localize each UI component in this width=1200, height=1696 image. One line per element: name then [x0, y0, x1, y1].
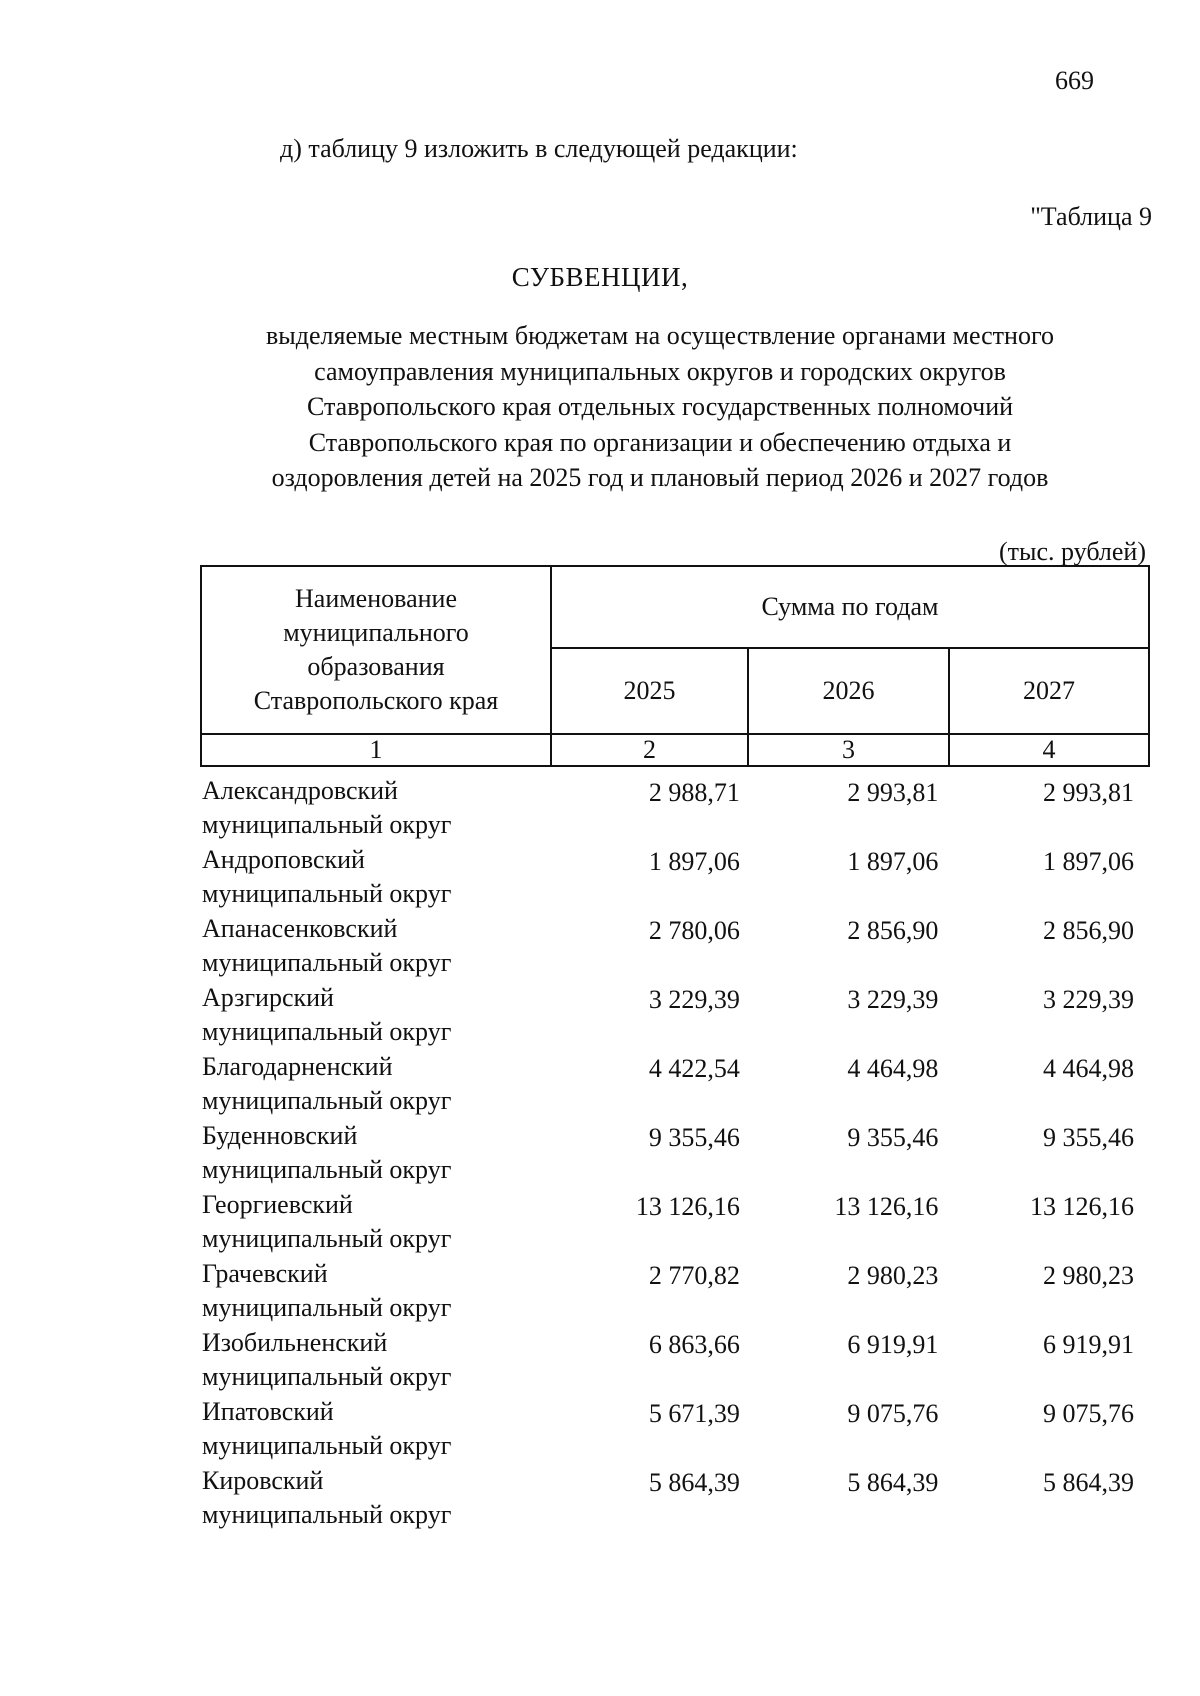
value-2026: 5 864,39 [847, 1468, 939, 1497]
value-2026: 13 126,16 [834, 1192, 939, 1221]
table-row [200, 1257, 1148, 1326]
table-row [200, 981, 1148, 1050]
municipality-name-line: Благодарненский [202, 1052, 393, 1081]
header-name-line: Ставропольского края [253, 686, 499, 715]
value-2025: 3 229,39 [648, 985, 740, 1014]
municipality-type-line: муниципальный округ [202, 1431, 452, 1460]
subtitle-line: выделяемые местным бюджетам на осуществление органами местного [266, 321, 1054, 350]
value-2027: 4 464,98 [1043, 1054, 1134, 1083]
intro-line: д) таблицу 9 изложить в следующей редакции: [280, 134, 798, 163]
value-2025: 1 897,06 [648, 847, 740, 876]
table-body [200, 774, 1148, 1533]
value-2026: 2 856,90 [847, 916, 939, 945]
value-2025: 2 780,06 [648, 916, 740, 945]
header-name-line: Наименование [295, 584, 457, 613]
value-2026: 3 229,39 [847, 985, 939, 1014]
header-year-2026: 2026 [748, 648, 949, 734]
col-number: 1 [201, 734, 551, 766]
value-2025: 6 863,66 [648, 1330, 740, 1359]
header-name-line: муниципального [283, 618, 469, 647]
value-2025: 13 126,16 [635, 1192, 740, 1221]
value-2027: 2 993,81 [1043, 778, 1134, 807]
municipality-type-line: муниципальный округ [202, 879, 452, 908]
value-2026: 9 355,46 [847, 1123, 939, 1152]
municipality-name-line: Ипатовский [202, 1397, 334, 1426]
table-header [200, 565, 1148, 767]
value-2027: 9 075,76 [1043, 1399, 1134, 1428]
municipality-type-line: муниципальный округ [202, 1155, 452, 1184]
municipality-name [200, 1395, 551, 1464]
value-2027: 1 897,06 [1043, 847, 1134, 876]
municipality-type-line: муниципальный округ [202, 948, 452, 977]
municipality-name-line: Георгиевский [202, 1190, 353, 1219]
table-row [200, 1188, 1148, 1257]
value-2025: 9 355,46 [648, 1123, 740, 1152]
municipality-name [200, 1257, 551, 1326]
value-2025: 4 422,54 [648, 1054, 740, 1083]
municipality-type-line: муниципальный округ [202, 1293, 452, 1322]
value-2027: 9 355,46 [1043, 1123, 1134, 1152]
table-row [200, 1395, 1148, 1464]
value-2027: 5 864,39 [1043, 1468, 1134, 1497]
municipality-name-line: Грачевский [202, 1259, 328, 1288]
municipality-name [200, 1188, 551, 1257]
subtitle-line: Ставропольского края отдельных государственных полномочий [306, 392, 1014, 421]
value-2026: 4 464,98 [847, 1054, 939, 1083]
col-number: 4 [949, 734, 1149, 766]
municipality-name-line: Кировский [202, 1466, 324, 1495]
page-number: 669 [1055, 66, 1094, 95]
municipality-name-line: Александровский [202, 776, 398, 805]
table-row [200, 774, 1148, 843]
value-2027: 2 856,90 [1043, 916, 1134, 945]
header-sum-cell: Сумма по годам [551, 566, 1149, 648]
subtitle-line: оздоровления детей на 2025 год и плановый период 2026 и 2027 годов [271, 463, 1049, 492]
value-2026: 2 980,23 [847, 1261, 939, 1290]
header-year-2027: 2027 [949, 648, 1149, 734]
table-row [200, 843, 1148, 912]
table-label: "Таблица 9 [1030, 202, 1152, 231]
table-row [200, 1464, 1148, 1533]
municipality-name-line: Изобильненский [202, 1328, 388, 1357]
municipality-name [200, 912, 551, 981]
units-note: (тыс. рублей) [998, 537, 1146, 566]
value-2025: 2 988,71 [648, 778, 740, 807]
subtitle-line: Ставропольского края по организации и обеспечению отдыха и [308, 427, 1012, 457]
header-grid [200, 565, 1150, 767]
municipality-type-line: муниципальный округ [202, 1362, 452, 1391]
municipality-name [200, 1464, 551, 1533]
value-2026: 6 919,91 [847, 1330, 939, 1359]
table-row [200, 1326, 1148, 1395]
municipality-type-line: муниципальный округ [202, 1017, 452, 1046]
col-number: 2 [551, 734, 748, 766]
header-name-cell [201, 566, 551, 734]
municipality-name [200, 1326, 551, 1395]
value-2027: 3 229,39 [1043, 985, 1134, 1014]
value-2026: 9 075,76 [847, 1399, 939, 1428]
municipality-type-line: муниципальный округ [202, 1086, 452, 1115]
value-2026: 1 897,06 [847, 847, 939, 876]
header-name-line: образования [307, 652, 445, 681]
value-2025: 2 770,82 [648, 1261, 740, 1290]
table-row [200, 1050, 1148, 1119]
table-row [200, 912, 1148, 981]
value-2027: 13 126,16 [1030, 1192, 1134, 1221]
municipality-name-line: Буденновский [202, 1121, 358, 1150]
municipality-name [200, 1050, 551, 1119]
value-2025: 5 864,39 [648, 1468, 740, 1497]
municipality-type-line: муниципальный округ [202, 1224, 452, 1253]
value-2025: 5 671,39 [648, 1399, 740, 1428]
municipality-name-line: Апанасенковский [202, 914, 398, 943]
doc-title: СУБВЕНЦИИ, [511, 262, 689, 292]
subtitle-line: самоуправления муниципальных округов и городских округов [314, 356, 1006, 386]
table-row [200, 1119, 1148, 1188]
value-2026: 2 993,81 [847, 778, 939, 807]
municipality-name [200, 774, 551, 843]
municipality-name [200, 843, 551, 912]
col-number: 3 [748, 734, 949, 766]
value-2027: 2 980,23 [1043, 1261, 1134, 1290]
municipality-name [200, 981, 551, 1050]
municipality-name-line: Андроповский [202, 845, 365, 874]
municipality-type-line: муниципальный округ [202, 810, 452, 839]
municipality-name-line: Арзгирский [202, 983, 334, 1012]
header-year-2025: 2025 [551, 648, 748, 734]
municipality-name [200, 1119, 551, 1188]
value-2027: 6 919,91 [1043, 1330, 1134, 1359]
subtitle [220, 318, 1100, 496]
municipality-type-line: муниципальный округ [202, 1500, 452, 1529]
